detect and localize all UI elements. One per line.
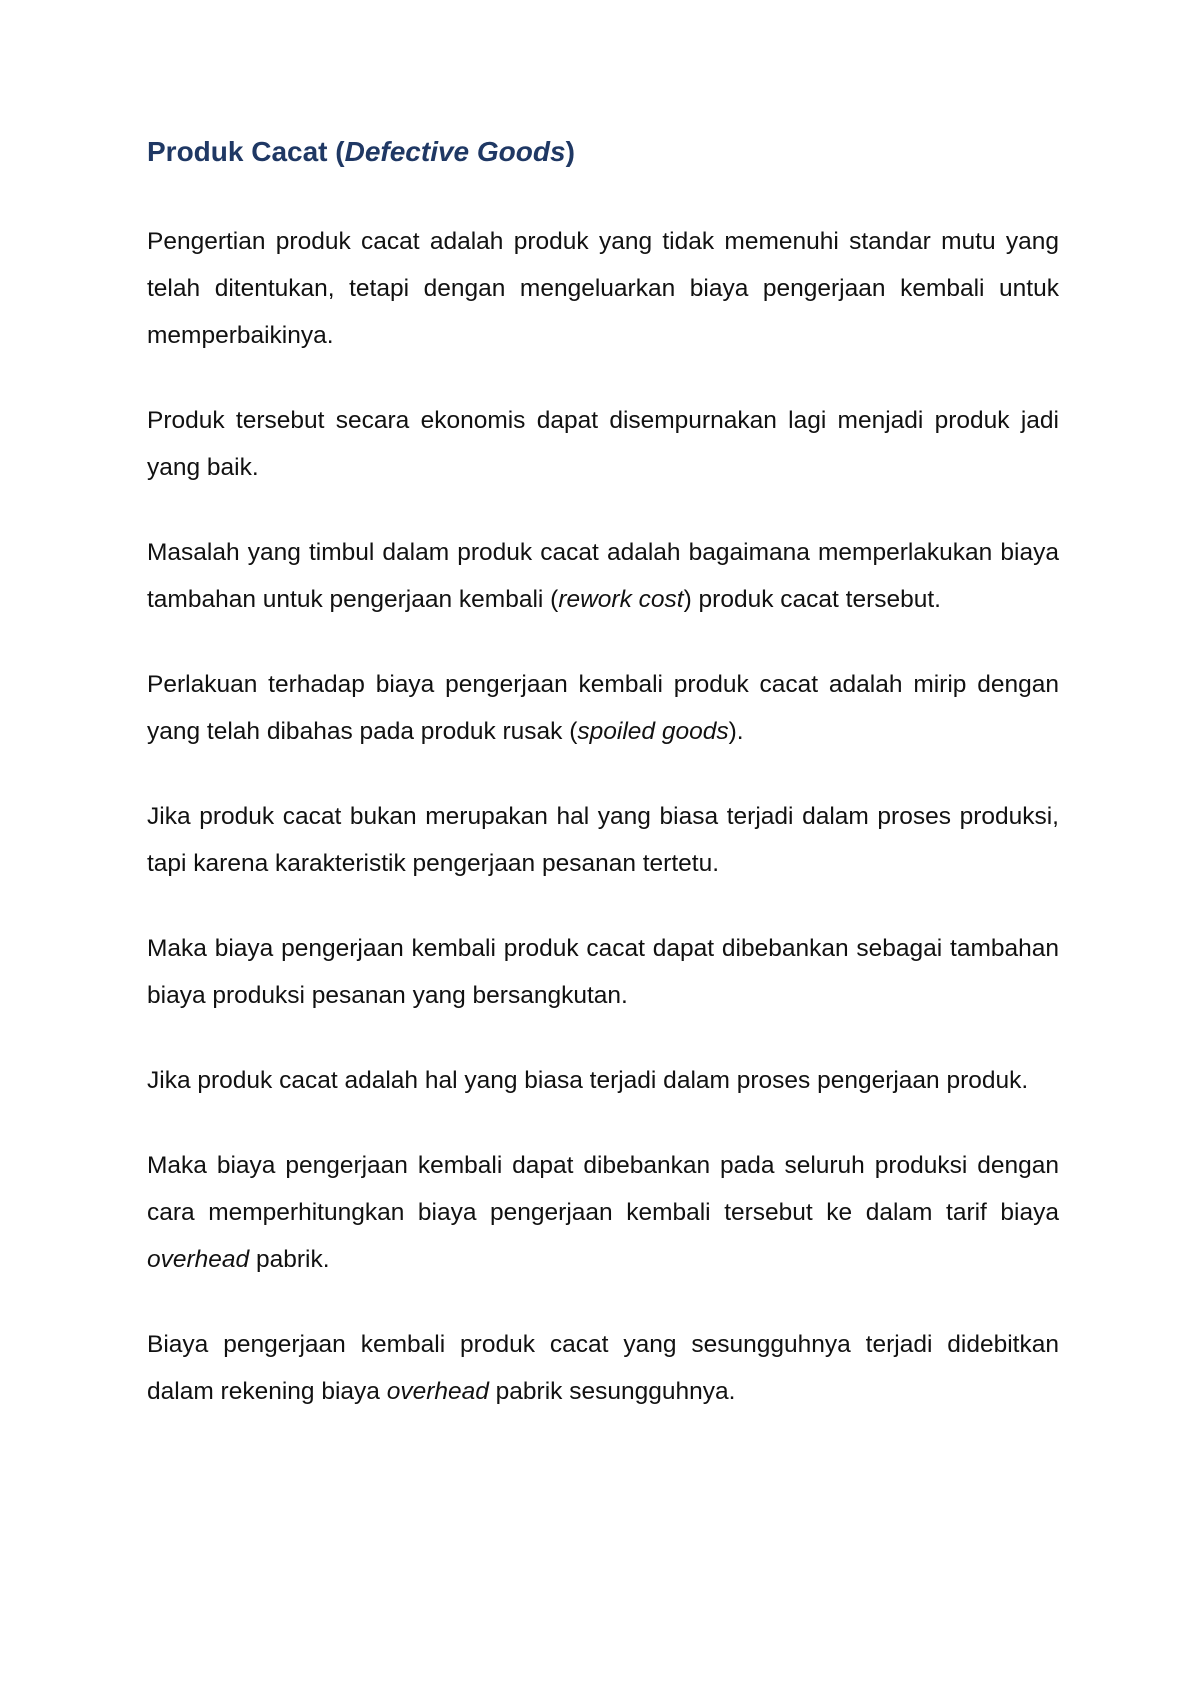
paragraph-charge-to-order: Maka biaya pengerjaan kembali produk cacat dapat dibebankan sebagai tambahan biaya produksi pesanan yang bersangkutan. [147, 935, 1059, 1009]
paragraph-charge-to-all [147, 1142, 1059, 1283]
paragraph-actual-cost [147, 1321, 1059, 1415]
paragraph-economic-repair: Produk tersebut secara ekonomis dapat disempurnakan lagi menjadi produk jadi yang baik. [147, 407, 1059, 481]
paragraph-usual: Jika produk cacat adalah hal yang biasa terjadi dalam proses pengerjaan produk. [147, 1067, 1029, 1094]
paragraph-problem-after: ) produk cacat tersebut. [683, 586, 941, 613]
paragraph-treatment-italic: spoiled goods [577, 718, 729, 745]
document-content [147, 132, 1059, 1453]
paragraph-treatment [147, 661, 1059, 755]
paragraph-problem-italic: rework cost [558, 586, 684, 613]
paragraph-charge-to-all-after: pabrik. [249, 1246, 330, 1273]
paragraph-actual-cost-before: Biaya pengerjaan kembali produk cacat yang sesungguhnya terjadi didebitkan dalam rekening biaya [147, 1331, 1059, 1405]
paragraph-definition: Pengertian produk cacat adalah produk yang tidak memenuhi standar mutu yang telah ditentukan, tetapi dengan mengeluarkan biaya pengerjaan kembali untuk memperbaikinya. [147, 228, 1059, 349]
page-title [147, 132, 1059, 172]
paragraph-actual-cost-italic: overhead [386, 1378, 489, 1405]
title-prefix: Produk Cacat ( [147, 136, 345, 167]
paragraph-problem [147, 529, 1059, 623]
paragraph-treatment-before: Perlakuan terhadap biaya pengerjaan kembali produk cacat adalah mirip dengan yang telah dibahas pada produk rusak ( [147, 671, 1059, 745]
title-italic: Defective Goods [344, 136, 566, 167]
paragraph-not-usual: Jika produk cacat bukan merupakan hal yang biasa terjadi dalam proses produksi, tapi karena karakteristik pengerjaan pesanan tertetu. [147, 803, 1059, 877]
paragraph-charge-to-all-before: Maka biaya pengerjaan kembali dapat dibebankan pada seluruh produksi dengan cara memperhitungkan biaya pengerjaan kembali tersebut ke dalam tarif biaya [147, 1152, 1059, 1226]
paragraph-treatment-after: ). [728, 718, 744, 745]
paragraph-actual-cost-after: pabrik sesungguhnya. [488, 1378, 736, 1405]
paragraph-charge-to-all-italic: overhead [147, 1246, 250, 1273]
paragraph-problem-before: Masalah yang timbul dalam produk cacat adalah bagaimana memperlakukan biaya tambahan untuk pengerjaan kembali ( [147, 539, 1059, 613]
title-suffix: ) [565, 136, 575, 167]
